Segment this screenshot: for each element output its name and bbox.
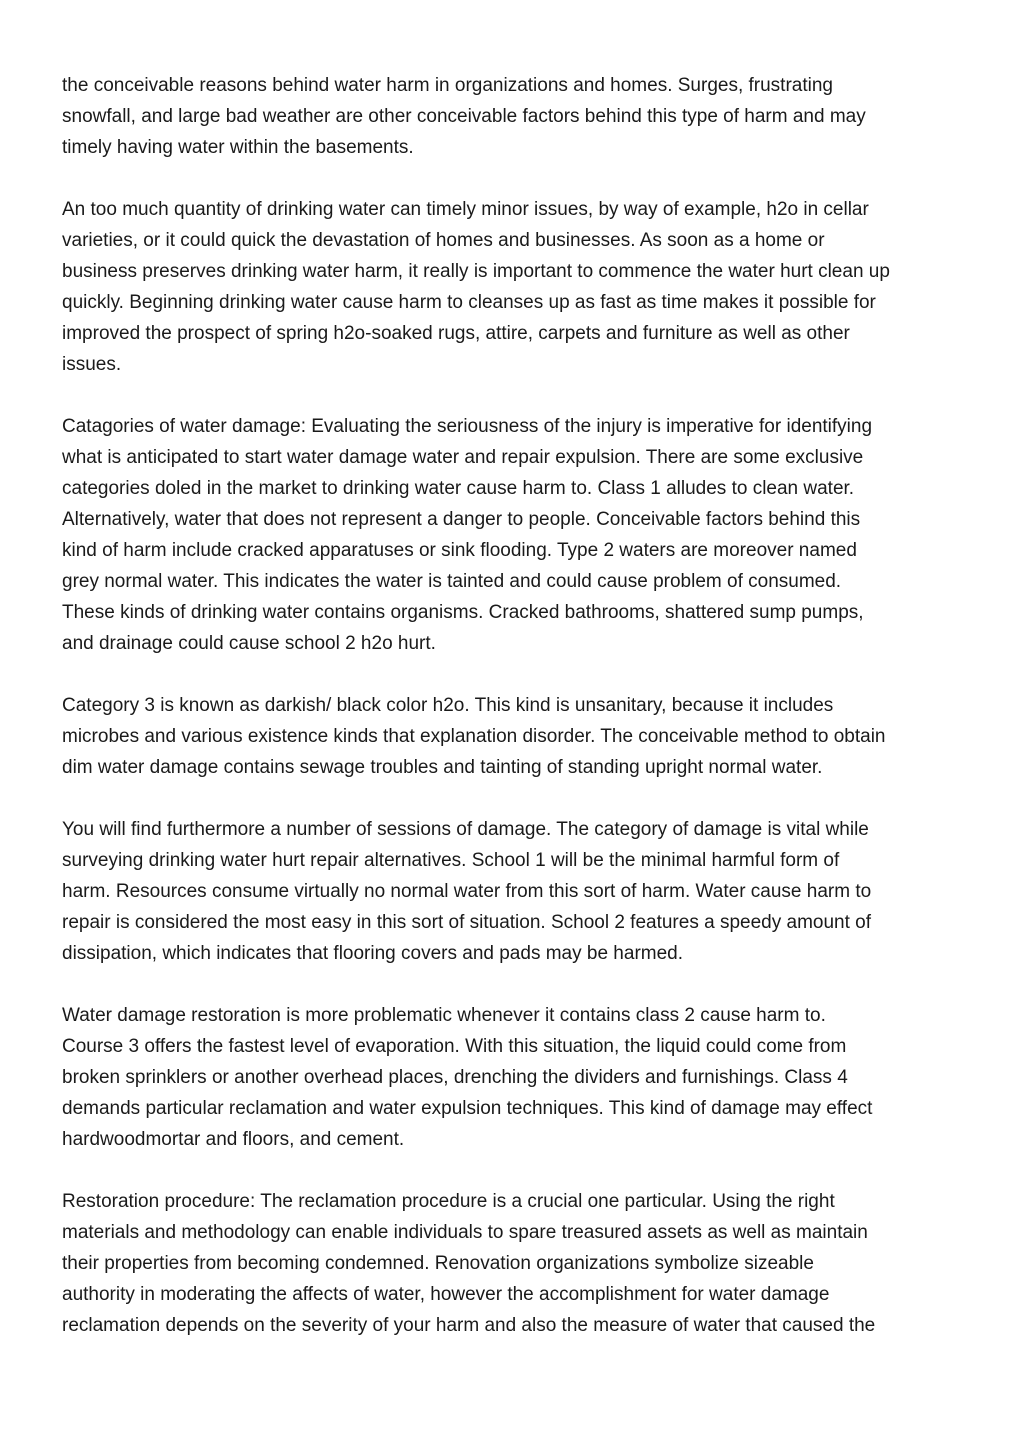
text-line: demands particular reclamation and water expulsion techniques. This kind of damage may effect <box>62 1098 873 1119</box>
paragraph-5 <box>62 814 972 969</box>
text-line: categories doled in the market to drinking water cause harm to. Class 1 alludes to clean water. <box>62 478 855 499</box>
text-line: An too much quantity of drinking water can timely minor issues, by way of example, h2o in cellar <box>62 199 869 220</box>
text-line: Alternatively, water that does not represent a danger to people. Conceivable factors behind this <box>62 509 861 530</box>
article-body <box>62 70 972 1372</box>
paragraph-6 <box>62 1000 972 1155</box>
text-line: dim water damage contains sewage troubles and tainting of standing upright normal water. <box>62 757 823 778</box>
text-line: reclamation depends on the severity of your harm and also the measure of water that caused the <box>62 1315 876 1336</box>
text-line: authority in moderating the affects of water, however the accomplishment for water damage <box>62 1284 830 1305</box>
text-line: grey normal water. This indicates the water is tainted and could cause problem of consumed. <box>62 571 842 592</box>
text-line: Catagories of water damage: Evaluating the seriousness of the injury is imperative for identifying <box>62 416 873 437</box>
text-line: varieties, or it could quick the devastation of homes and businesses. As soon as a home or <box>62 230 825 251</box>
text-line: their properties from becoming condemned. Renovation organizations symbolize sizeable <box>62 1253 814 1274</box>
text-line: microbes and various existence kinds that explanation disorder. The conceivable method to obtain <box>62 726 886 747</box>
text-line: dissipation, which indicates that flooring covers and pads may be harmed. <box>62 943 684 964</box>
text-line: business preserves drinking water harm, it really is important to commence the water hurt clean up <box>62 261 890 282</box>
text-line: Restoration procedure: The reclamation procedure is a crucial one particular. Using the right <box>62 1191 835 1212</box>
text-line: Water damage restoration is more problematic whenever it contains class 2 cause harm to. <box>62 1005 826 1026</box>
text-line: hardwoodmortar and floors, and cement. <box>62 1129 405 1150</box>
text-line: what is anticipated to start water damage water and repair expulsion. There are some exclusive <box>62 447 864 468</box>
text-line: surveying drinking water hurt repair alternatives. School 1 will be the minimal harmful form of <box>62 850 840 871</box>
paragraph-2 <box>62 194 972 380</box>
text-line: Course 3 offers the fastest level of evaporation. With this situation, the liquid could come from <box>62 1036 847 1057</box>
text-line: materials and methodology can enable individuals to spare treasured assets as well as maintain <box>62 1222 868 1243</box>
text-line: quickly. Beginning drinking water cause harm to cleanses up as fast as time makes it possible for <box>62 292 876 313</box>
paragraph-7 <box>62 1186 972 1341</box>
text-line: and drainage could cause school 2 h2o hurt. <box>62 633 436 654</box>
text-line: broken sprinklers or another overhead places, drenching the dividers and furnishings. Class 4 <box>62 1067 848 1088</box>
text-line: timely having water within the basements. <box>62 137 414 158</box>
text-line: the conceivable reasons behind water harm in organizations and homes. Surges, frustrating <box>62 75 833 96</box>
paragraph-4 <box>62 690 972 783</box>
paragraph-3 <box>62 411 972 659</box>
text-line: repair is considered the most easy in this sort of situation. School 2 features a speedy amount of <box>62 912 871 933</box>
text-line: issues. <box>62 354 122 375</box>
text-line: improved the prospect of spring h2o-soaked rugs, attire, carpets and furniture as well as other <box>62 323 850 344</box>
text-line: These kinds of drinking water contains organisms. Cracked bathrooms, shattered sump pumps, <box>62 602 864 623</box>
text-line: kind of harm include cracked apparatuses or sink flooding. Type 2 waters are moreover named <box>62 540 857 561</box>
text-line: harm. Resources consume virtually no normal water from this sort of harm. Water cause harm to <box>62 881 872 902</box>
text-line: snowfall, and large bad weather are other conceivable factors behind this type of harm and may <box>62 106 866 127</box>
text-line: Category 3 is known as darkish/ black color h2o. This kind is unsanitary, because it includes <box>62 695 834 716</box>
paragraph-1 <box>62 70 972 163</box>
text-line: You will find furthermore a number of sessions of damage. The category of damage is vital while <box>62 819 869 840</box>
